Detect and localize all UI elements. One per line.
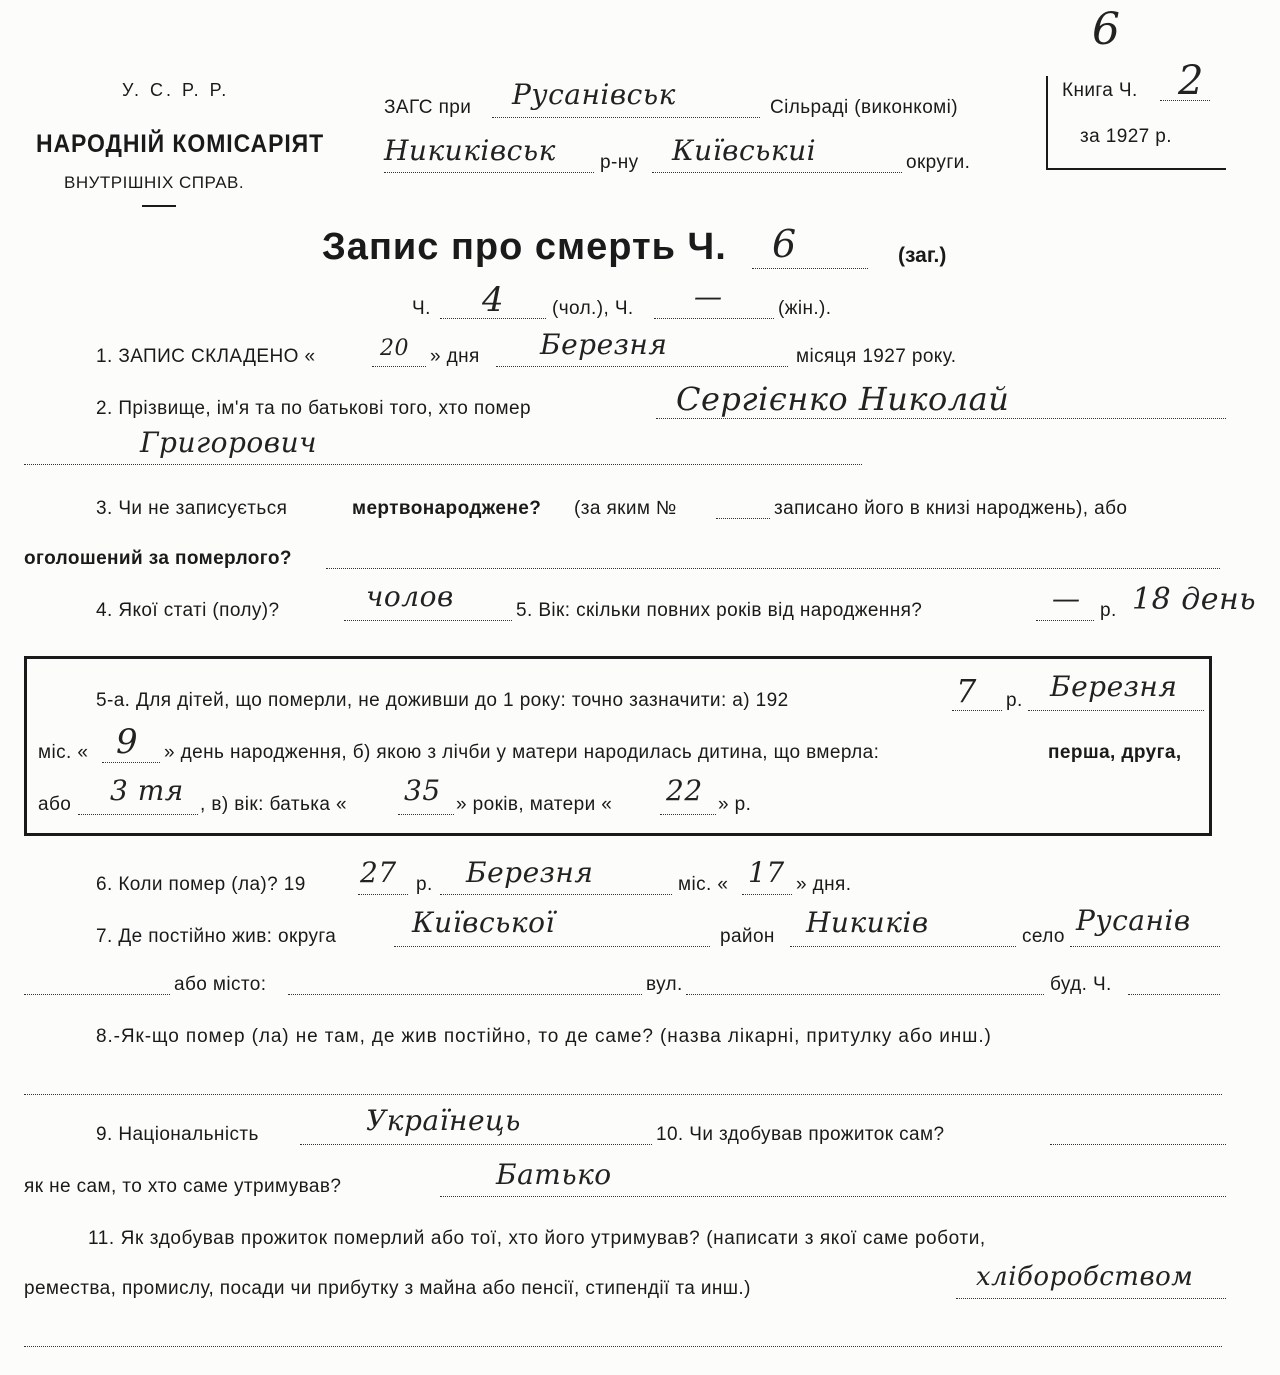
f7-misto-line-left — [24, 994, 170, 995]
f5a-mis: міс. « — [38, 742, 89, 763]
male-number: 4 — [482, 280, 505, 320]
f1-month: Березня — [540, 328, 668, 361]
female-number: — — [694, 280, 723, 313]
village-line — [492, 117, 760, 118]
page-number: 6 — [1092, 4, 1121, 55]
f3-number-line — [716, 518, 770, 519]
f5a-day: 9 — [116, 722, 139, 762]
f5a-order-line — [78, 814, 198, 815]
f5a-end: » р. — [718, 794, 752, 815]
book-box-left — [1046, 76, 1048, 168]
f11b-value: хліборобством — [976, 1262, 1194, 1292]
f9-value: Українець — [366, 1104, 521, 1137]
f3-text: 3. Чи не записується — [96, 498, 288, 519]
council-label: Сільраді (виконкомі) — [770, 97, 958, 118]
f11b-line — [956, 1298, 1226, 1299]
f6-mis: міс. « — [678, 874, 729, 895]
f1-end: місяця 1927 року. — [796, 346, 957, 367]
f4-line — [344, 620, 512, 621]
f10-label: 10. Чи здобував прожиток сам? — [656, 1124, 945, 1145]
f5a-bold: перша, друга, — [1048, 742, 1182, 763]
district-line — [384, 172, 594, 173]
f5a-father-line — [398, 814, 454, 815]
book-box-bottom — [1046, 168, 1226, 170]
f7-rayon: Никиків — [806, 906, 929, 939]
f5a-years: » років, матери « — [456, 794, 613, 815]
f5a-day-line — [102, 762, 160, 763]
f7-vul-line — [686, 994, 1044, 995]
female-line — [654, 318, 774, 319]
f5a-mother: 22 — [666, 774, 703, 807]
ch-label: Ч. — [412, 298, 431, 319]
f5-years-line — [1036, 620, 1094, 621]
book-number: 2 — [1178, 58, 1204, 104]
f6-label: 6. Коли помер (ла)? 19 — [96, 874, 306, 895]
header-divider — [142, 205, 176, 207]
f5a-father: 35 — [404, 774, 441, 807]
f3-bold2: оголошений за померлого? — [24, 548, 292, 569]
f6-year: 27 — [360, 856, 397, 889]
male-label: (чол.), Ч. — [552, 298, 634, 319]
record-number: 6 — [772, 222, 797, 266]
record-suffix: (заг.) — [898, 244, 947, 267]
f1-mid: » дня — [430, 346, 480, 367]
f6-year-line — [358, 894, 408, 895]
f3-rest2: записано його в книзі народжень), або — [774, 498, 1128, 519]
f8-label: 8.-Як-що помер (ла) не там, де жив постійно, то де саме? (назва лікарні, притулку або инш.) — [96, 1026, 992, 1047]
f6-day: 17 — [748, 856, 785, 889]
f8-line — [24, 1094, 1222, 1095]
okruha-label: округи. — [906, 152, 971, 173]
f1-month-line — [496, 366, 788, 367]
okruha-line — [652, 172, 902, 173]
f6-month-line — [440, 894, 672, 895]
f7-misto: або місто: — [174, 974, 267, 995]
f3-rest: (за яким № — [574, 498, 677, 519]
f6-day-line — [742, 894, 792, 895]
f9-line — [300, 1144, 652, 1145]
f10b-label: як не сам, то хто саме утримував? — [24, 1176, 342, 1197]
f6-end: » дня. — [796, 874, 852, 895]
f7-rayon-label: район — [720, 926, 775, 947]
f1-day-line — [372, 366, 426, 367]
village-value: Русанівськ — [512, 78, 676, 111]
f5-years: — — [1052, 582, 1081, 615]
f5a-order: 3 тя — [110, 774, 184, 807]
f5a-year: 7 — [956, 672, 977, 710]
book-year: за 1927 р. — [1080, 126, 1172, 147]
f2-line — [656, 418, 1226, 419]
f3-bold: мертвонароджене? — [352, 498, 542, 519]
f5-r: р. — [1100, 600, 1117, 621]
f7-selo: Русанів — [1076, 904, 1191, 937]
f7-selo-label: село — [1022, 926, 1065, 947]
f7-misto-line — [288, 994, 642, 995]
f5a-r: р. — [1006, 690, 1023, 711]
f5a-abo: або — [38, 794, 72, 815]
f1-label: 1. ЗАПИС СКЛАДЕНО « — [96, 346, 316, 367]
f5a-birth: » день народження, б) якою з лічби у матери народилась дитина, що вмерла: — [164, 742, 880, 763]
f7-okruha: Київської — [412, 906, 555, 939]
record-number-line — [752, 268, 868, 269]
department-label: ВНУТРІШНІХ СПРАВ. — [64, 173, 245, 192]
f7-selo-line — [1070, 946, 1220, 947]
f10b-value: Батько — [496, 1158, 612, 1191]
f7-bud: буд. Ч. — [1050, 974, 1112, 995]
f5a-year-line — [952, 710, 1002, 711]
f5a-month-line — [1028, 710, 1204, 711]
f11-label: 11. Як здобував прожиток померлий або тої, хто його утримував? (написати з якої саме роботи, — [88, 1228, 986, 1249]
f5a-age: , в) вік: батька « — [200, 794, 347, 815]
f2-value2: Григорович — [140, 426, 318, 459]
district-value: Никиківськ — [384, 134, 556, 167]
f3-line — [326, 568, 1220, 569]
f7-bud-line — [1128, 994, 1220, 995]
f5a-text: 5-а. Для дітей, що померли, не доживши до 1 року: точно зазначити: а) 192 — [96, 690, 789, 711]
district-label: р-ну — [600, 152, 639, 173]
f11b-label: ремества, промислу, посади чи прибутку з майна або пенсії, стипендії та инш.) — [24, 1278, 751, 1299]
f5a-month: Березня — [1050, 670, 1178, 703]
okruha-value: Київськиі — [672, 134, 817, 167]
f1-day: 20 — [380, 336, 409, 361]
f9-label: 9. Національність — [96, 1124, 259, 1145]
f11-line — [24, 1346, 1222, 1347]
f10-line — [1050, 1144, 1226, 1145]
book-label: Книга Ч. — [1062, 80, 1138, 101]
f10b-line — [440, 1196, 1226, 1197]
f6-month: Березня — [466, 856, 594, 889]
record-title: Запис про смерть Ч. — [322, 226, 727, 268]
f7-rayon-line — [790, 946, 1016, 947]
f2-label: 2. Прізвище, ім'я та по батькові того, хто помер — [96, 398, 531, 419]
f7-okruha-line — [394, 946, 710, 947]
commissariat-title: НАРОДНІЙ КОМІСАРІЯТ — [36, 130, 325, 158]
f6-r: р. — [416, 874, 433, 895]
f4-label: 4. Якої статі (полу)? — [96, 600, 280, 621]
f5a-mother-line — [660, 814, 716, 815]
republic-label: У. С. Р. Р. — [122, 80, 230, 100]
f5-label: 5. Вік: скільки повних років від народження? — [516, 600, 923, 621]
f5-days: 18 день — [1132, 582, 1257, 617]
f7-vul: вул. — [646, 974, 683, 995]
f4-value: чолов — [366, 580, 454, 613]
zags-prefix: ЗАГС при — [384, 97, 472, 118]
f7-label: 7. Де постійно жив: округа — [96, 926, 337, 947]
female-label: (жін.). — [778, 298, 832, 319]
f2-line2 — [24, 464, 862, 465]
f2-value: Сергієнко Николай — [676, 380, 1010, 418]
